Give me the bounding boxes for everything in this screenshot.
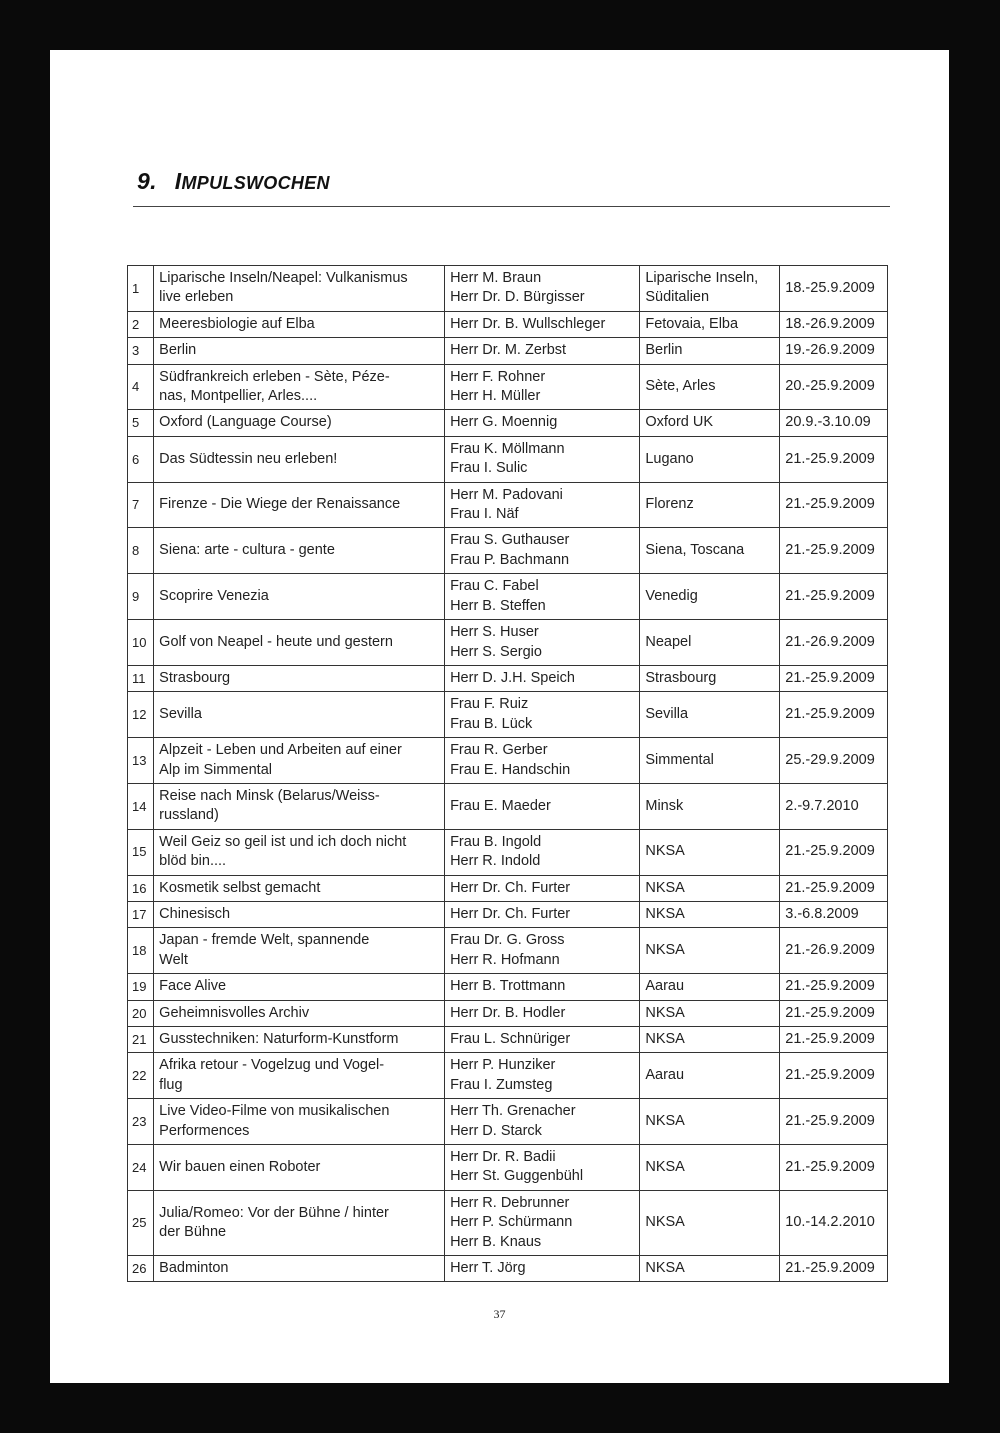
course-leaders-line: Herr M. Braun (450, 270, 542, 286)
row-number: 22 (128, 1053, 154, 1099)
course-title (154, 1190, 445, 1255)
course-leaders (445, 1145, 640, 1191)
table-row (128, 738, 888, 784)
course-leaders (445, 783, 640, 829)
course-title (154, 436, 445, 482)
row-number: 26 (128, 1256, 154, 1282)
course-leaders-line: Herr B. Knaus (450, 1233, 542, 1250)
course-title-line: Geheimnisvolles Archiv (159, 1004, 310, 1021)
course-leaders-line: Herr Dr. B. Wullschleger (450, 315, 606, 332)
course-title-line: Gusstechniken: Naturform-Kunstform (159, 1031, 399, 1047)
course-location (640, 266, 780, 312)
course-location-line: Lugano (645, 450, 694, 467)
course-location (640, 1053, 780, 1099)
course-date: 21.-25.9.2009 (780, 1099, 888, 1145)
course-title (154, 665, 445, 691)
course-date: 21.-25.9.2009 (780, 875, 888, 901)
row-number: 2 (128, 311, 154, 337)
course-leaders (445, 482, 640, 528)
course-location-line: Florenz (645, 496, 694, 513)
course-leaders-line: Frau I. Sulic (450, 460, 528, 477)
course-leaders (445, 1256, 640, 1282)
row-number: 23 (128, 1099, 154, 1145)
course-location-line: NKSA (645, 1004, 685, 1021)
course-leaders (445, 665, 640, 691)
page-number: 37 (493, 1307, 506, 1321)
course-location-line: Simmental (645, 751, 714, 768)
course-title-line: Berlin (159, 342, 197, 359)
course-title-line: Badminton (159, 1260, 229, 1277)
course-leaders-line: Herr D. J.H. Speich (450, 669, 575, 686)
course-leaders-line: Frau B. Ingold (450, 833, 542, 850)
course-date: 21.-25.9.2009 (780, 665, 888, 691)
course-leaders-line: Herr B. Steffen (450, 597, 546, 614)
course-leaders (445, 410, 640, 436)
course-location (640, 338, 780, 364)
table-row (128, 574, 888, 620)
course-title (154, 574, 445, 620)
course-location-line: NKSA (645, 843, 685, 860)
course-title-line: flug (159, 1076, 183, 1093)
course-title-line: Das Südtessin neu erleben! (159, 450, 338, 467)
table-row (128, 829, 888, 875)
course-title-line: Kosmetik selbst gemacht (159, 879, 321, 896)
course-leaders (445, 1190, 640, 1255)
course-title (154, 901, 445, 927)
course-location-line: NKSA (645, 1158, 685, 1175)
course-title (154, 1000, 445, 1026)
course-location-line: NKSA (645, 1214, 685, 1231)
course-leaders (445, 620, 640, 666)
course-date: 2.-9.7.2010 (780, 783, 888, 829)
course-leaders (445, 875, 640, 901)
course-title (154, 311, 445, 337)
table-row (128, 1099, 888, 1145)
course-title-line: Scoprire Venezia (159, 587, 269, 604)
course-leaders-line: Frau R. Gerber (450, 742, 548, 759)
course-title-line: Julia/Romeo: Vor der Bühne / hinter (159, 1204, 389, 1221)
table-row (128, 974, 888, 1000)
row-number: 10 (128, 620, 154, 666)
table-row (128, 928, 888, 974)
table-row (128, 1145, 888, 1191)
course-location-line: Neapel (645, 633, 692, 650)
course-date: 21.-25.9.2009 (780, 829, 888, 875)
course-location-line: NKSA (645, 942, 685, 959)
row-number: 4 (128, 364, 154, 410)
course-title-line: Reise nach Minsk (Belarus/Weiss- (159, 787, 380, 804)
course-location (640, 311, 780, 337)
row-number: 8 (128, 528, 154, 574)
course-leaders (445, 436, 640, 482)
course-title-line: Chinesisch (159, 905, 231, 922)
course-location (640, 364, 780, 410)
course-title-line: Liparische Inseln/Neapel: Vulkanismus (159, 270, 408, 286)
course-title (154, 364, 445, 410)
course-title (154, 692, 445, 738)
course-title (154, 829, 445, 875)
row-number: 21 (128, 1027, 154, 1053)
course-date: 21.-25.9.2009 (780, 1027, 888, 1053)
course-location (640, 1000, 780, 1026)
course-location (640, 829, 780, 875)
course-date: 18.-25.9.2009 (780, 266, 888, 312)
course-location (640, 1256, 780, 1282)
course-leaders-line: Herr Th. Grenacher (450, 1103, 576, 1120)
course-date: 10.-14.2.2010 (780, 1190, 888, 1255)
course-leaders-line: Herr Dr. R. Badii (450, 1149, 556, 1166)
course-date: 21.-25.9.2009 (780, 482, 888, 528)
course-title-line: Siena: arte - cultura - gente (159, 542, 335, 559)
course-leaders (445, 311, 640, 337)
section-title-rest: MPULSWOCHEN (181, 173, 330, 193)
heading-divider (133, 206, 890, 207)
course-leaders (445, 928, 640, 974)
course-location (640, 901, 780, 927)
course-leaders-line: Frau I. Näf (450, 506, 519, 523)
row-number: 20 (128, 1000, 154, 1026)
course-location (640, 436, 780, 482)
course-location-line: Oxford UK (645, 414, 714, 431)
course-leaders-line: Herr R. Hofmann (450, 951, 560, 968)
course-location-line: Süditalien (645, 289, 710, 306)
course-title-line: nas, Montpellier, Arles.... (159, 388, 318, 405)
course-date: 21.-25.9.2009 (780, 1000, 888, 1026)
course-leaders-line: Herr Dr. D. Bürgisser (450, 289, 585, 306)
course-leaders-line: Herr H. Müller (450, 388, 541, 405)
course-location (640, 738, 780, 784)
course-title (154, 410, 445, 436)
row-number: 9 (128, 574, 154, 620)
table-row (128, 1256, 888, 1282)
course-leaders (445, 1027, 640, 1053)
section-title-initial: I (174, 168, 182, 194)
course-leaders (445, 1000, 640, 1026)
course-leaders-line: Frau E. Maeder (450, 797, 551, 814)
table-row (128, 266, 888, 312)
course-title-line: live erleben (159, 289, 234, 306)
course-leaders-line: Herr St. Guggenbühl (450, 1168, 584, 1185)
table-row (128, 436, 888, 482)
table-row (128, 875, 888, 901)
course-location (640, 974, 780, 1000)
course-location-line: Aarau (645, 1067, 685, 1084)
course-leaders-line: Herr D. Starck (450, 1122, 542, 1139)
table-row (128, 1027, 888, 1053)
course-leaders-line: Frau S. Guthauser (450, 532, 570, 549)
course-leaders-line: Frau P. Bachmann (450, 551, 570, 568)
course-leaders (445, 574, 640, 620)
course-leaders-line: Frau B. Lück (450, 715, 533, 732)
course-date: 18.-26.9.2009 (780, 311, 888, 337)
course-title-line: Firenze - Die Wiege der Renaissance (159, 496, 401, 513)
course-title (154, 338, 445, 364)
course-date: 20.-25.9.2009 (780, 364, 888, 410)
course-date: 21.-25.9.2009 (780, 1256, 888, 1282)
row-number: 7 (128, 482, 154, 528)
table-row (128, 364, 888, 410)
course-date: 21.-26.9.2009 (780, 928, 888, 974)
course-location-line: Fetovaia, Elba (645, 315, 739, 332)
course-location-line: Minsk (645, 797, 684, 814)
course-date: 19.-26.9.2009 (780, 338, 888, 364)
course-title (154, 738, 445, 784)
course-location-line: Berlin (645, 342, 683, 359)
course-date: 21.-26.9.2009 (780, 620, 888, 666)
course-location-line: Aarau (645, 978, 685, 995)
row-number: 19 (128, 974, 154, 1000)
course-location-line: NKSA (645, 879, 685, 896)
course-location-line: Venedig (645, 587, 698, 604)
course-title-line: Golf von Neapel - heute und gestern (159, 633, 393, 650)
course-location (640, 1145, 780, 1191)
course-title-line: Live Video-Filme von musikalischen (159, 1103, 390, 1120)
course-leaders-line: Herr T. Jörg (450, 1260, 526, 1277)
course-date: 20.9.-3.10.09 (780, 410, 888, 436)
course-leaders-line: Herr Dr. Ch. Furter (450, 879, 571, 896)
course-date: 3.-6.8.2009 (780, 901, 888, 927)
course-leaders (445, 901, 640, 927)
course-leaders (445, 974, 640, 1000)
course-leaders-line: Frau L. Schnüriger (450, 1031, 571, 1047)
course-title-line: Meeresbiologie auf Elba (159, 315, 315, 332)
table-row (128, 528, 888, 574)
course-leaders-line: Frau I. Zumsteg (450, 1076, 553, 1093)
row-number: 24 (128, 1145, 154, 1191)
row-number: 6 (128, 436, 154, 482)
course-leaders (445, 338, 640, 364)
table-row (128, 692, 888, 738)
course-title (154, 1053, 445, 1099)
course-title-line: Alpzeit - Leben und Arbeiten auf einer (159, 742, 402, 759)
row-number: 3 (128, 338, 154, 364)
course-leaders-line: Herr P. Schürmann (450, 1214, 573, 1231)
course-leaders-line: Herr M. Padovani (450, 486, 563, 503)
course-leaders-line: Frau K. Möllmann (450, 440, 565, 457)
course-title-line: Wir bauen einen Roboter (159, 1158, 321, 1175)
table-row (128, 338, 888, 364)
course-leaders (445, 692, 640, 738)
course-location (640, 574, 780, 620)
course-title-line: der Bühne (159, 1223, 227, 1240)
impulswochen-table (127, 265, 888, 1282)
course-date: 21.-25.9.2009 (780, 1053, 888, 1099)
course-location (640, 875, 780, 901)
course-location (640, 783, 780, 829)
table-row (128, 1000, 888, 1026)
course-title-line: Oxford (Language Course) (159, 414, 332, 431)
course-leaders-line: Herr Dr. B. Hodler (450, 1004, 566, 1021)
course-leaders-line: Herr B. Trottmann (450, 978, 566, 995)
course-location (640, 1027, 780, 1053)
table-row (128, 620, 888, 666)
course-location (640, 1099, 780, 1145)
section-heading (137, 168, 330, 195)
course-title-line: Weil Geiz so geil ist und ich doch nicht (159, 833, 407, 850)
course-date: 21.-25.9.2009 (780, 692, 888, 738)
row-number: 13 (128, 738, 154, 784)
row-number: 11 (128, 665, 154, 691)
course-leaders (445, 1053, 640, 1099)
course-leaders-line: Frau Dr. G. Gross (450, 932, 565, 949)
course-leaders-line: Frau E. Handschin (450, 761, 571, 778)
row-number: 25 (128, 1190, 154, 1255)
course-location-line: NKSA (645, 1112, 685, 1129)
course-leaders (445, 738, 640, 784)
course-leaders-line: Herr R. Debrunner (450, 1194, 570, 1211)
course-title-line: russland) (159, 807, 219, 824)
table-row (128, 1190, 888, 1255)
course-title (154, 783, 445, 829)
course-date: 21.-25.9.2009 (780, 974, 888, 1000)
course-leaders (445, 528, 640, 574)
course-title-line: Sevilla (159, 706, 202, 723)
course-title-line: Face Alive (159, 978, 227, 995)
course-date: 21.-25.9.2009 (780, 574, 888, 620)
table-row (128, 783, 888, 829)
course-title (154, 974, 445, 1000)
course-leaders-line: Herr F. Rohner (450, 368, 546, 385)
row-number: 1 (128, 266, 154, 312)
table-row (128, 482, 888, 528)
course-title (154, 620, 445, 666)
course-title-line: Südfrankreich erleben - Sète, Péze- (159, 368, 390, 385)
section-number: 9. (137, 168, 157, 194)
course-location (640, 665, 780, 691)
course-date: 21.-25.9.2009 (780, 436, 888, 482)
course-location (640, 692, 780, 738)
course-title (154, 528, 445, 574)
row-number: 16 (128, 875, 154, 901)
row-number: 5 (128, 410, 154, 436)
row-number: 14 (128, 783, 154, 829)
course-date: 21.-25.9.2009 (780, 528, 888, 574)
course-leaders (445, 266, 640, 312)
course-title (154, 875, 445, 901)
course-title (154, 1027, 445, 1053)
course-title-line: Japan - fremde Welt, spannende (159, 932, 370, 949)
course-location (640, 620, 780, 666)
row-number: 12 (128, 692, 154, 738)
course-leaders-line: Herr S. Huser (450, 624, 539, 641)
course-location (640, 410, 780, 436)
course-title-line: Strasbourg (159, 669, 231, 686)
course-location-line: NKSA (645, 1031, 685, 1047)
table-row (128, 410, 888, 436)
course-location-line: Sevilla (645, 706, 689, 723)
table-row (128, 901, 888, 927)
course-title (154, 1145, 445, 1191)
course-title (154, 928, 445, 974)
course-leaders-line: Herr R. Indold (450, 853, 541, 870)
course-leaders-line: Herr G. Moennig (450, 414, 558, 431)
course-title (154, 1256, 445, 1282)
course-leaders (445, 364, 640, 410)
course-title-line: blöd bin.... (159, 853, 227, 870)
row-number: 17 (128, 901, 154, 927)
course-leaders (445, 829, 640, 875)
course-location-line: Siena, Toscana (645, 542, 745, 559)
course-location (640, 482, 780, 528)
course-location-line: Strasbourg (645, 669, 717, 686)
course-location (640, 528, 780, 574)
course-date: 21.-25.9.2009 (780, 1145, 888, 1191)
table-row (128, 665, 888, 691)
table-row (128, 1053, 888, 1099)
course-title-line: Alp im Simmental (159, 761, 272, 778)
document-page (50, 50, 949, 1383)
course-title (154, 482, 445, 528)
row-number: 15 (128, 829, 154, 875)
course-location (640, 928, 780, 974)
course-leaders-line: Frau F. Ruiz (450, 696, 529, 713)
course-leaders-line: Frau C. Fabel (450, 578, 539, 595)
course-location-line: Sète, Arles (645, 378, 716, 395)
course-leaders-line: Herr P. Hunziker (450, 1057, 556, 1074)
course-leaders-line: Herr S. Sergio (450, 643, 542, 660)
course-title-line: Afrika retour - Vogelzug und Vogel- (159, 1057, 385, 1074)
course-location-line: NKSA (645, 905, 685, 922)
course-title-line: Welt (159, 951, 188, 968)
course-location-line: NKSA (645, 1260, 685, 1277)
course-location-line: Liparische Inseln, (645, 270, 759, 286)
course-leaders-line: Herr Dr. M. Zerbst (450, 342, 567, 359)
course-leaders (445, 1099, 640, 1145)
course-date: 25.-29.9.2009 (780, 738, 888, 784)
course-title (154, 1099, 445, 1145)
course-title-line: Performences (159, 1122, 250, 1139)
course-location (640, 1190, 780, 1255)
course-title (154, 266, 445, 312)
row-number: 18 (128, 928, 154, 974)
table-row (128, 311, 888, 337)
course-leaders-line: Herr Dr. Ch. Furter (450, 905, 571, 922)
